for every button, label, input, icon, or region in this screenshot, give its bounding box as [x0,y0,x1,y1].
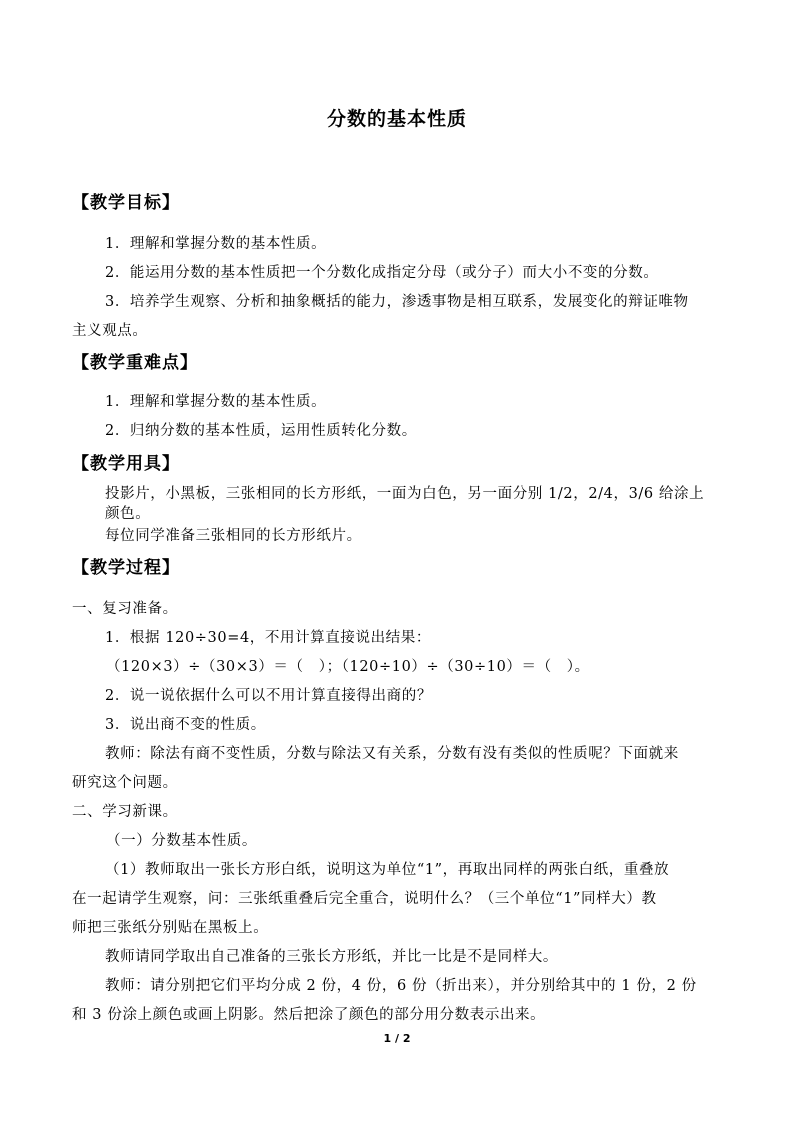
section-heading-key-points: 【教学重难点】 [72,353,198,373]
process-line-12: 师把三张纸分别贴在黑板上。 [72,920,269,936]
process-line-1: 一、复习准备。 [72,601,178,617]
tools-line-3: 每位同学准备三张相同的长方形纸片。 [105,528,362,544]
tools-line-1: 投影片，小黑板，三张相同的长方形纸，一面为白色，另一面分别 1/2，2/4，3/6 给涂上 [105,486,705,502]
process-line-13: 教师请同学取出自己准备的三张长方形纸，并比一比是不是同样大。 [105,949,558,965]
section-heading-goals: 【教学目标】 [72,193,180,213]
goals-line-4: 主义观点。 [72,323,148,339]
section-heading-tools: 【教学用具】 [72,454,180,474]
process-line-6: 教师：除法有商不变性质，分数与除法又有关系，分数有没有类似的性质呢？下面就来 [105,746,679,762]
process-line-9: （一）分数基本性质。 [106,833,257,849]
goals-line-2: 2．能运用分数的基本性质把一个分数化成指定分母（或分子）而大小不变的分数。 [105,265,659,281]
process-line-14: 教师：请分别把它们平均分成 2 份，4 份，6 份（折出来），并分别给其中的 1 份，2 份 [105,978,697,994]
process-line-8: 二、学习新课。 [72,804,178,820]
process-line-5: 3．说出商不变的性质。 [105,717,266,733]
process-line-7: 研究这个问题。 [72,775,178,791]
process-line-2: 1．根据 120÷30=4，不用计算直接说出结果： [105,630,431,646]
process-line-4: 2．说一说依据什么可以不用计算直接得出商的？ [105,688,432,704]
process-line-3: （120×3）÷（30×3）＝（ ）；（120÷10）÷（30÷10）＝（ ）。 [106,659,590,675]
goals-line-1: 1．理解和掌握分数的基本性质。 [105,236,327,252]
section-heading-process: 【教学过程】 [72,558,180,578]
goals-line-3: 3．培养学生观察、分析和抽象概括的能力，渗透事物是相互联系，发展变化的辩证唯物 [105,294,689,310]
process-line-11: 在一起请学生观察，问：三张纸重叠后完全重合，说明什么？（三个单位“1”同样大）教 [72,891,657,907]
page-title: 分数的基本性质 [326,108,467,130]
process-line-10: （1）教师取出一张长方形白纸，说明这为单位“1”，再取出同样的两张白纸，重叠放 [105,862,670,878]
page-number: 1 / 2 [383,1032,411,1045]
key-points-line-2: 2．归纳分数的基本性质，运用性质转化分数。 [105,423,417,439]
tools-line-2: 颜色。 [105,506,151,522]
process-line-15: 和 3 份涂上颜色或画上阴影。然后把涂了颜色的部分用分数表示出来。 [72,1007,546,1023]
key-points-line-1: 1．理解和掌握分数的基本性质。 [105,394,327,410]
